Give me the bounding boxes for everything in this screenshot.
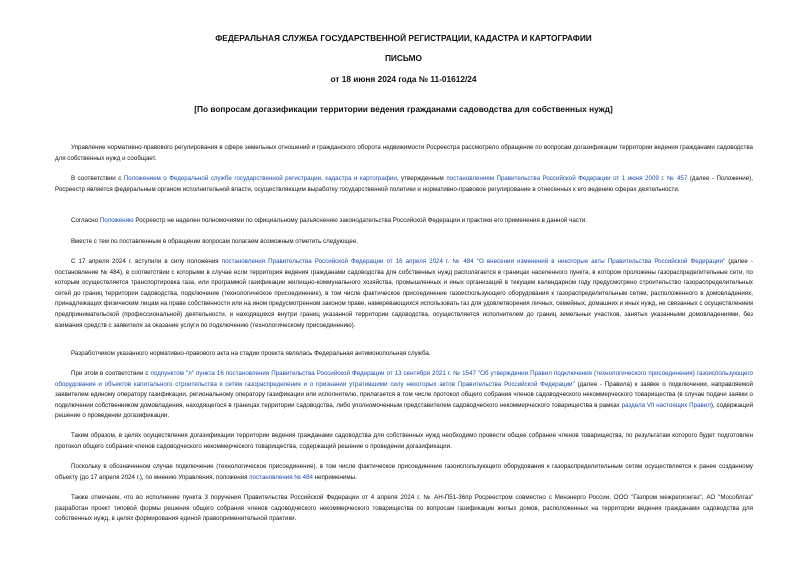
link-decree-457[interactable]: постановлением Правительства Российской Федерации от 1 июня 2009 г. № 457 <box>446 175 688 182</box>
text-span: При этом в соответствии с <box>71 370 151 377</box>
document-subject: [По вопросам догазификации территории ведения гражданами садоводства для собственных нужд] <box>194 104 613 114</box>
link-regulation-short[interactable]: Положению <box>99 217 134 224</box>
document-type: ПИСЬМО <box>384 53 423 63</box>
link-regulation[interactable]: Положением о Федеральной службе государственной регистрации, кадастра и картографии <box>123 175 397 182</box>
paragraph-8: Таким образом, в целях осуществления догазификации территории ведения гражданами садоводства для собственных нужд необходимо провести общее собрание членов товарищества, по результатам которого будет подготовлен протокол общего собрания членов садоводческого некоммерческого товарищества, содержащий решение о проведении догазификации. <box>55 432 753 450</box>
text-span: (далее - Правила) к заявке о подключении, направляемой заявителем единому оператору газификации, региональному оператору газификации или исполнителю, прилагается в том числе протокол общего собрания членов садоводческого некоммерческого товарищества (в случае подачи заявки о подключении собственником домовладения, находящегося в границах территории садоводства, либо уполномоченным представителем садоводческого некоммерческого товарищества в рамках <box>55 380 753 409</box>
text-span: В соответствии с <box>71 175 124 182</box>
paragraph-4: Вместе с тем по поставленным в обращении вопросам полагаем возможным отметить следующее. <box>71 238 358 245</box>
paragraph-7 <box>55 369 753 422</box>
text-span: (далее - постановление № 484), в соответствии с которыми в случае если территория ведения гражданами садоводства для собственных нужд располагается в границах населенного пункта, в котором проложены газораспределительные сети, по которым осуществляется транспортировка газа, или программой газификации жилищно-коммунального хозяйства, промышленных и иных организаций в текущем календарном году предусмотрено строительство газораспределительных сетей до границ территории садоводства, подключение (технологическое присоединение), в том числе фактическое присоединение газоиспользующего оборудования к газораспределительным сетям, расположенного в домовладениях, принадлежащих физическим лицам на праве собственности или на ином предусмотренном законом праве, намеревающихся использовать газ для удовлетворения личных, семейных, домашних и иных нужд, не связанных с осуществлением предпринимательской (профессиональной) деятельности, и находящихся внутри границ указанной территории садоводства, осуществляется исполнителем до границ земельных участков, занятых указанными домовладениями, без взимания средств с заявителя за оказание услуги по подключению (технологическому присоединению). <box>55 258 753 329</box>
link-decree-1547[interactable]: подпунктом "л" пункта 16 постановления Правительства Российской Федерации от 13 сентября 2021 г. № 1547 "Об утверждении Правил подключения (технологического присоединения) газоиспользующего оборудования и объектов капитального строительства к сетям газораспределения и о признании утратившими силу некоторых актов Правительства Российской Федерации" <box>55 370 754 388</box>
paragraph-9 <box>55 462 753 483</box>
paragraph-10: Также отмечаем, что во исполнение пункта 3 поручения Правительства Российской Федерации от 4 апреля 2024 г. № АН-П51-36пр Росреестром совместно с Минэнерго России, ООО "Газпром межрегионгаз", АО "Мособлгаз" разработан проект типовой формы решения общего собрания членов садоводческого некоммерческого товарищества по вопросам газификации жилых домов, расположенных на территории ведения гражданами садоводства для собственных нужд, в целях формирования единой правоприменительной практики. <box>55 494 753 523</box>
agency-title: ФЕДЕРАЛЬНАЯ СЛУЖБА ГОСУДАРСТВЕННОЙ РЕГИСТРАЦИИ, КАДАСТРА И КАРТОГРАФИИ <box>215 33 592 43</box>
paragraph-5 <box>55 257 753 331</box>
text-span: неприменимы. <box>312 473 357 481</box>
document-date-number: от 18 июня 2024 года № 11-01612/24 <box>330 74 477 84</box>
paragraph-6: Разработчиком указанного нормативно-правового акта на стадии проекта являлась Федеральная антимонопольная служба. <box>71 350 431 357</box>
paragraph-3 <box>55 216 753 227</box>
text-span: ), содержащий решение о проведении догазификации. <box>55 401 754 420</box>
text-span: Росреестр не наделен полномочиями по официальному разъяснению законодательства Российской Федерации и практики его применения в данной части. <box>133 217 587 224</box>
paragraph-2 <box>55 174 753 195</box>
link-decree-484[interactable]: постановления Правительства Российской Федерации от 16 апреля 2024 г. № 484 "О внесении изменений в некоторые акты Правительства Российской Федерации" <box>221 258 726 265</box>
link-decree-484-short[interactable]: постановления № 484 <box>249 473 313 481</box>
text-span: Согласно <box>71 217 100 224</box>
paragraph-1: Управление нормативно-правового регулирования в сфере земельных отношений и гражданского оборота недвижимости Росреестра рассмотрело обращение по вопросам догазификации территории ведения гражданами садоводства для собственных нужд и сообщает. <box>55 144 753 162</box>
link-section-vii[interactable]: раздела VII настоящих Правил <box>621 401 711 409</box>
text-span: С 17 апреля 2024 г. вступили в силу положения <box>71 258 222 265</box>
text-span: , утвержденным <box>396 175 447 182</box>
text-span: Поскольку в обозначенном случае подключение (технологическое присоединение), в том числе фактическое присоединение газоиспользующего оборудования к газораспределительным сетям осуществляется к ранее созданному объекту (до 17 апреля 2024 г.), по мнению Управления, положения <box>55 463 753 481</box>
text-span: (далее - Положение), Росреестр является федеральным органом исполнительной власти, осуществляющим выработку государственной политики и нормативно-правовое регулирование в отнесенных к его ведению сферах деятельности. <box>55 175 753 193</box>
